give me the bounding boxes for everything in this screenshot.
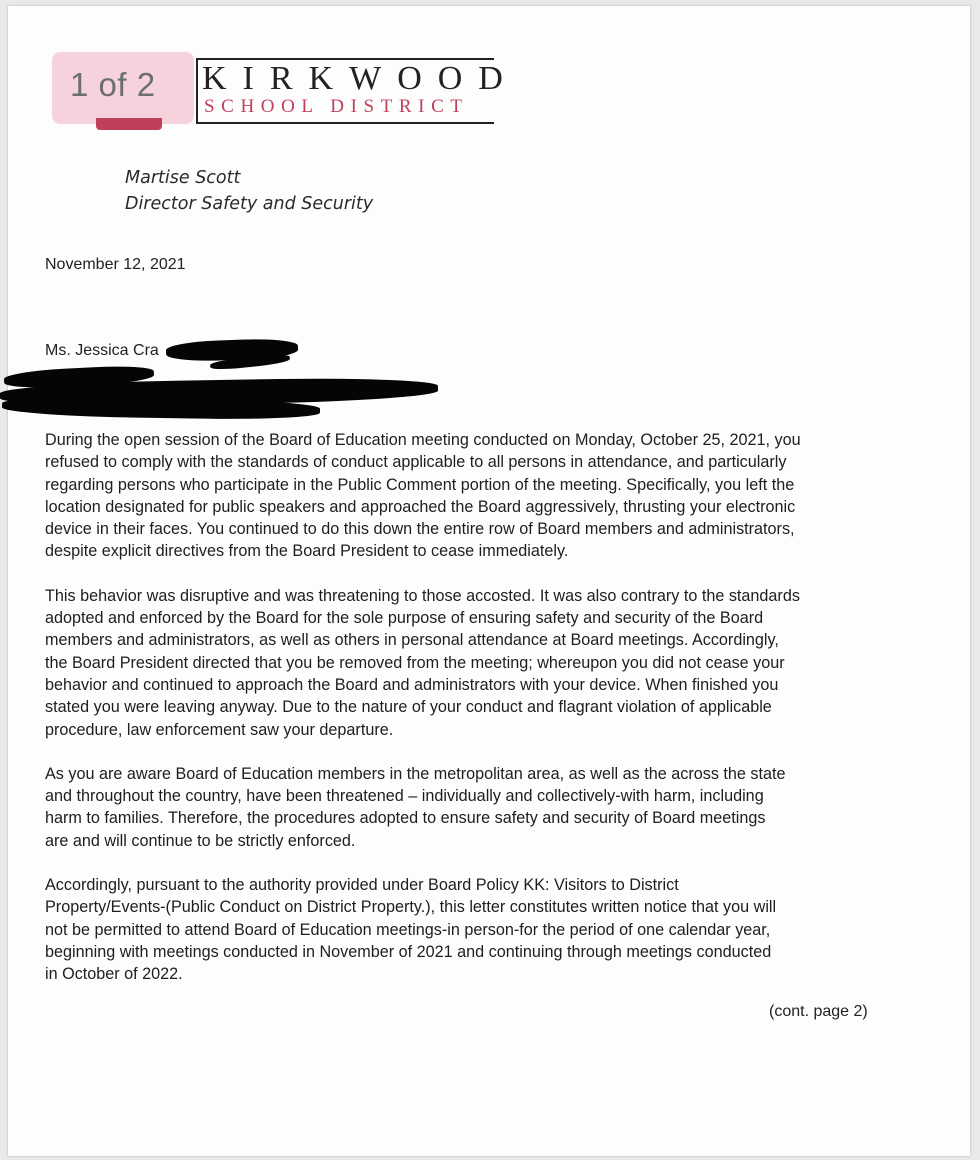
district-logo [188,58,519,124]
sender-block [125,165,373,217]
body-paragraph-4: Accordingly, pursuant to the authority provided under Board Policy KK: Visitors to District Property/Events-(Public Conduct on District Property.), this letter constitutes written notice that you will not be permitted to attend Board of Education meetings-in person-for the period of one calendar year, beginning with meetings conducted in November of 2021 and continuing through meetings conducted in October of 2022. [45,876,777,984]
logo-org-subtitle: SCHOOL DISTRICT [204,96,469,117]
letter-body [45,429,945,1008]
letter-date: November 12, 2021 [45,256,186,273]
logo-side-rule [196,58,198,124]
sender-title: Director Safety and Security [125,194,374,214]
body-paragraph-1: During the open session of the Board of Education meeting conducted on Monday, October 25, 2021, you refused to comply with the standards of conduct applicable to all persons in attendance, and particularly regarding persons who participate in the Public Comment portion of the meeting. Specifically, you left the location designated for public speakers and approached the Board aggressively, thrusting your electronic device in their faces. You continued to do this down the entire row of Board members and administrators, despite explicit directives from the Board President to cease immediately. [45,431,801,561]
badge-tab-accent [96,118,162,130]
recipient-name: Ms. Jessica Cra [45,342,159,359]
body-paragraph-2: This behavior was disruptive and was threatening to those accosted. It was also contrary to the standards adopted and enforced by the Board for the sole purpose of ensuring safety and security of the Board members and administrators, as well as others in personal attendance at Board meetings. Accordingly, the Board President directed that you be removed from the meeting; whereupon you did not cease your behavior and continued to approach the Board and administrators with your device. When finished you stated you were leaving anyway. Due to the nature of your conduct and flagrant violation of applicable procedure, law enforcement saw your departure. [45,586,800,739]
body-paragraph-3: As you are aware Board of Education members in the metropolitan area, as well as the across the state and throughout the country, have been threatened – individually and collectively-with harm, including harm to families. Therefore, the procedures adopted to ensure safety and security of Board meetings are and will continue to be strictly enforced. [45,764,786,850]
logo-bottom-rule [198,122,494,124]
continuation-note: (cont. page 2) [769,1003,868,1020]
sender-name: Martise Scott [125,168,241,188]
page-count-label: 1 of 2 [70,66,156,103]
page-count-badge [52,52,194,124]
logo-org-name: KIRKWOOD [202,60,519,97]
